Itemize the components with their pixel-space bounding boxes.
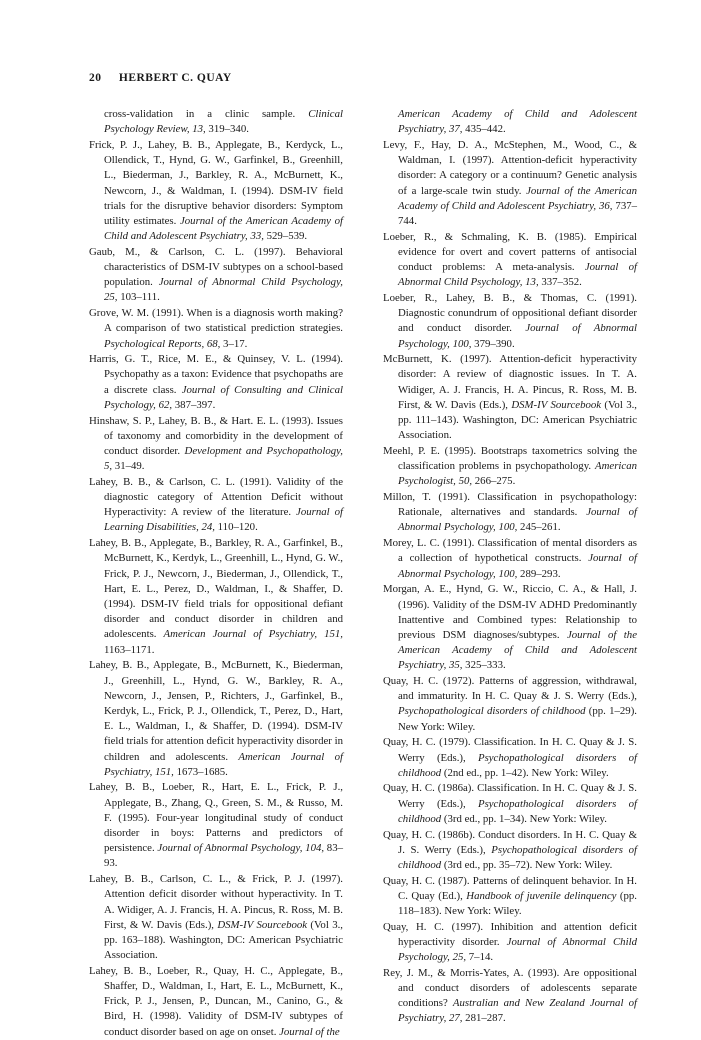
reference-pages: 281–287.	[462, 1012, 506, 1025]
reference-entry	[383, 352, 637, 443]
reference-source: Psychopathological disorders of childhood	[398, 705, 586, 718]
reference-pages: 1163–1171.	[104, 643, 155, 656]
reference-pages: 103–111.	[117, 291, 160, 304]
reference-pages: 325–333.	[462, 659, 506, 672]
reference-text: Quay, H. C. (1987). Patterns of delinquent behavior. In H. C. Quay (Ed.),	[383, 874, 637, 902]
reference-text: Quay, H. C. (1986a). Classification. In H. C. Quay & J. S. Werry (Eds.),	[383, 782, 637, 810]
reference-pages: (2nd ed., pp. 1–42). New York: Wiley.	[441, 766, 609, 779]
reference-source: Journal of Abnormal Child Psychology, 13,	[398, 261, 637, 289]
reference-pages: 1673–1685.	[173, 765, 228, 778]
reference-text: Meehl, P. E. (1995). Bootstraps taxometrics solving the classification problems in psychopathology.	[383, 444, 637, 473]
reference-text: Lahey, B. B., Loeber, R., Hart, E. L., Frick, P. J., Applegate, B., Zhang, Q., Green, S. M., & Russo, M. F. (1995). Four-year longitudinal study of conduct disorder in boys: Patterns and predictors of persistence.	[89, 781, 343, 855]
reference-text: Lahey, B. B., Carlson, C. L., & Frick, P. J. (1997). Attention deficit disorder without hyperactivity. In T. A. Widiger, A. J. Francis, H. A. Pincus, R. Ross, M. B. First, & W. Davis (Eds.),	[89, 873, 343, 931]
reference-text: Grove, W. M. (1991). When is a diagnosis worth making? A comparison of two statistical prediction strategies.	[89, 307, 343, 335]
reference-source: Journal of the American Academy of Child and Adolescent Psychiatry, 33,	[104, 214, 343, 243]
reference-pages: 737–744.	[398, 199, 638, 227]
reference-pages: 337–352.	[538, 276, 582, 289]
reference-source: Journal of Learning Disabilities, 24,	[104, 506, 344, 534]
reference-entry	[383, 781, 637, 827]
reference-text: Quay, H. C. (1972). Patterns of aggression, withdrawal, and immaturity. In H. C. Quay & J. S. Werry (Eds.),	[383, 675, 637, 703]
reference-source: Handbook of juvenile delinquency	[466, 889, 617, 902]
reference-pages: (Vol 3., pp. 163–188). Washington, DC: American Psychiatric Association.	[104, 918, 343, 962]
reference-entry	[89, 658, 343, 780]
reference-text: Gaub, M., & Carlson, C. L. (1997). Behavioral characteristics of DSM-IV subtypes on a school-based population.	[89, 245, 343, 289]
reference-source: Journal of Abnormal Child Psychology, 25,	[398, 935, 637, 964]
reference-source: Journal of Abnormal Psychology, 100,	[398, 322, 637, 350]
reference-entry	[89, 138, 343, 244]
reference-text: Morey, L. C. (1991). Classification of mental disorders as a collection of hypothetical constructs.	[383, 537, 637, 565]
reference-entry	[383, 107, 637, 137]
reference-text: Loeber, R., & Schmaling, K. B. (1985). Empirical evidence for overt and covert patterns of antisocial conduct problems: A meta-analysis.	[383, 230, 637, 274]
reference-source: Journal of the American Academy of Child and Adolescent Psychiatry, 35,	[398, 628, 637, 672]
references-left-column	[89, 107, 343, 1040]
reference-source: Journal of Abnormal Psychology, 100,	[398, 506, 637, 534]
running-title: HERBERT C. QUAY	[118, 72, 232, 84]
reference-pages: 289–293.	[517, 567, 561, 580]
reference-entry	[383, 230, 637, 291]
reference-entry	[383, 291, 637, 352]
reference-entry	[89, 245, 343, 306]
reference-pages: (pp. 1–29). New York: Wiley.	[398, 705, 637, 733]
reference-source: Psychopathological disorders of childhood	[398, 797, 637, 825]
reference-entry	[383, 674, 637, 735]
reference-source: Psychopathological disorders of childhood	[398, 843, 637, 871]
reference-entry	[383, 966, 637, 1027]
running-header	[89, 72, 232, 84]
reference-pages: 529–539.	[263, 230, 308, 243]
reference-pages: 83–93.	[104, 842, 343, 870]
page-number: 20	[89, 72, 102, 84]
reference-text: Morgan, A. E., Hynd, G. W., Riccio, C. A., & Hall, J. (1996). Validity of the DSM-IV ADHD Predominantly Inattentive and Combined types: Relationship to previous DSM diagnoses/subtypes.	[383, 583, 637, 641]
reference-source: American Academy of Child and Adolescent Psychiatry, 37,	[398, 108, 637, 136]
reference-pages: 435–442.	[462, 123, 506, 136]
reference-pages: 245–261.	[517, 521, 561, 534]
reference-text: cross-validation in a clinic sample.	[104, 108, 309, 120]
reference-source: Clinical Psychology Review, 13,	[104, 108, 343, 136]
reference-source: Journal of Abnormal Child Psychology, 25,	[104, 276, 343, 304]
reference-text: Harris, G. T., Rice, M. E., & Quinsey, V. L. (1994). Psychopathy as a taxon: Evidence that psychopaths are a discrete class.	[89, 353, 343, 396]
references-right-column	[383, 107, 637, 1027]
reference-entry	[89, 107, 343, 137]
reference-text: Rey, J. M., & Morris-Yates, A. (1993). Are oppositional and conduct disorders of adolescents separate conditions?	[383, 966, 637, 1010]
reference-pages: 31–49.	[112, 460, 145, 473]
reference-entry	[89, 780, 343, 871]
reference-source: Journal of the American Academy of Child and Adolescent Psychiatry, 36,	[398, 184, 637, 212]
reference-text: Lahey, B. B., Applegate, B., Barkley, R. A., Garfinkel, B., McBurnett, K., Kerdyk, L., Greenhill, L., Hynd, G. W., Frick, P. J., Newcorn, J., Biederman, J., Ollendick, T., Hart, E. L., Perez, D., Waldman, I., & Shaffer, D. (1994). DSM-IV field trials for oppositional defiant disorder and conduct disorder in children and adolescents.	[89, 537, 343, 641]
reference-pages: (pp. 118–183). New York: Wiley.	[398, 889, 638, 918]
reference-source: Psychopathological disorders of childhood	[398, 751, 637, 779]
reference-source: Development and Psychopathology, 5,	[104, 444, 344, 473]
reference-pages: (3rd ed., pp. 1–34). New York: Wiley.	[441, 812, 607, 825]
reference-entry	[383, 490, 637, 536]
reference-text: Lahey, B. B., Loeber, R., Quay, H. C., Applegate, B., Shaffer, D., Waldman, I., Hart, E. L., McBurnett, K., Frick, P. J., Jensen, P., Duncan, M., Canino, G., & Bird, H. (1998). Validity of DSM-IV subtypes of conduct disorder based on age on onset.	[89, 964, 343, 1038]
reference-text: Millon, T. (1991). Classification in psychopathology: Rationale, alternatives and standards.	[383, 491, 637, 519]
reference-pages: (3rd ed., pp. 35–72). New York: Wiley.	[441, 858, 613, 871]
reference-text: Quay, H. C. (1997). Inhibition and attention deficit hyperactivity disorder.	[383, 920, 637, 948]
reference-entry	[383, 138, 637, 229]
reference-text: McBurnett, K. (1997). Attention-deficit hyperactivity disorder: A review of diagnostic issues. In T. A. Widiger, A. J. Francis, H. A. Pincus, R. Ross, M. B. First, & W. Davis (Eds.),	[383, 353, 637, 411]
reference-entry	[89, 872, 343, 963]
reference-entry	[89, 536, 343, 658]
reference-text: Quay, H. C. (1979). Classification. In H. C. Quay & J. S. Werry (Eds.),	[383, 736, 637, 764]
reference-pages: 319–340.	[205, 123, 249, 136]
reference-source: DSM-IV Sourcebook	[511, 398, 602, 411]
reference-entry	[89, 352, 343, 413]
reference-text: Quay, H. C. (1986b). Conduct disorders. In H. C. Quay & J. S. Werry (Eds.),	[383, 828, 637, 856]
reference-entry	[89, 414, 343, 475]
reference-source: Journal of the	[279, 1025, 340, 1038]
reference-entry	[89, 964, 343, 1040]
reference-source: Journal of Consulting and Clinical Psychology, 62,	[104, 383, 343, 411]
reference-entry	[383, 735, 637, 781]
reference-pages: 110–120.	[214, 521, 258, 534]
reference-source: Journal of Abnormal Psychology, 104,	[157, 842, 325, 855]
reference-source: DSM-IV Sourcebook	[217, 918, 308, 931]
reference-text: Hinshaw, S. P., Lahey, B. B., & Hart. E. L. (1993). Issues of taxonomy and comorbidity in the development of conduct disorder.	[89, 414, 343, 457]
reference-entry	[383, 828, 637, 874]
reference-entry	[89, 306, 343, 352]
reference-entry	[383, 920, 637, 966]
reference-source: Australian and New Zealand Journal of Psychiatry, 27,	[398, 997, 637, 1025]
reference-entry	[383, 582, 637, 673]
reference-source: Psychological Reports, 68,	[104, 337, 221, 350]
reference-text: Frick, P. J., Lahey, B. B., Applegate, B., Kerdyck, L., Ollendick, T., Hynd, G. W., Garfinkel, B., Greenhill, L., Biederman, J., Barkley, R. A., McBurnett, K., Newcorn, J., & Waldman, I. (1994). DSM-IV field trials for the disruptive behavior disorders: Symptom utility estimates.	[89, 138, 343, 227]
reference-entry	[383, 444, 637, 490]
reference-text: Lahey, B. B., & Carlson, C. L. (1991). Validity of the diagnostic category of Attention Deficit without Hyperactivity: A review of the literature.	[89, 475, 343, 519]
reference-source: American Journal of Psychiatry, 151,	[163, 628, 343, 641]
reference-entry	[383, 874, 637, 920]
reference-source: Journal of Abnormal Psychology, 100,	[398, 552, 638, 580]
reference-text: Lahey, B. B., Applegate, B., McBurnett, K., Biederman, J., Greenhill, L., Hynd, G. W., Barkley, R. A., Newcorn, J., Jensen, P., Richters, J., Garfinkel, B., Kerdyk, L., Frick, P. J., Ollendick, T., Perez, D., Hart, E. L., Waldman, I., & Shaffer, D. (1994). DSM-IV field trials for attention deficit hyperactivity disorder in children and adolescents.	[89, 659, 343, 763]
reference-entry	[383, 536, 637, 582]
reference-source: American Journal of Psychiatry, 151,	[104, 750, 344, 778]
reference-text: Loeber, R., Lahey, B. B., & Thomas, C. (1991). Diagnostic conundrum of oppositional defiant disorder and conduct disorder.	[383, 291, 637, 335]
reference-entry	[89, 475, 343, 536]
reference-pages: (Vol 3., pp. 111–143). Washington, DC: American Psychiatric Association.	[398, 398, 637, 442]
reference-source: American Psychologist, 50,	[398, 460, 637, 488]
reference-pages: 7–14.	[466, 951, 494, 964]
reference-pages: 379–390.	[471, 337, 515, 350]
reference-text: Levy, F., Hay, D. A., McStephen, M., Wood, C., & Waldman, I. (1997). Attention-deficit hyperactivity disorder: A category or a continuum? Genetic analysis of a large-scale twin study.	[383, 138, 637, 197]
reference-pages: 387–397.	[172, 398, 216, 411]
reference-pages: 266–275.	[472, 475, 516, 488]
reference-pages: 3–17.	[220, 337, 248, 350]
